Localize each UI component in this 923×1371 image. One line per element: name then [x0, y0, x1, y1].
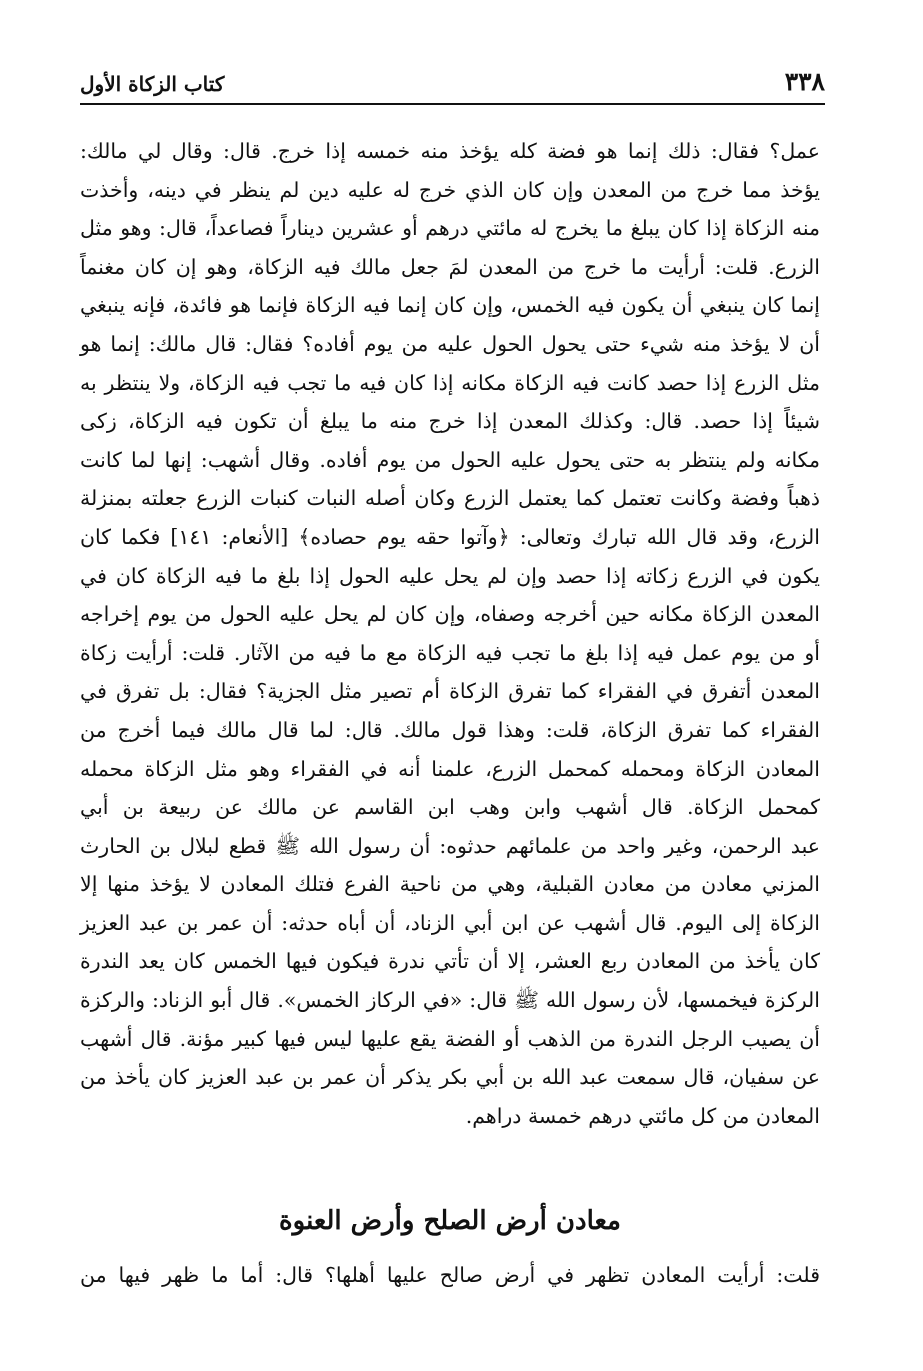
text-line: الزرع، وقد قال الله تبارك وتعالى: ﴿وآتوا حقه يوم حصاده﴾ [الأنعام: ١٤١] فكما كان: [80, 524, 820, 549]
text-line: المعادن الزكاة ومحمله كمحمل الزرع، علمنا أنه في الفقراء وهو مثل الزكاة محمله: [80, 756, 820, 781]
text-line: الركزة فيخمسها، لأن رسول الله ﷺ قال: «في الركاز الخمس». قال أبو الزناد: والركزة: [80, 988, 820, 1013]
page-number: ٣٣٨: [784, 67, 825, 96]
text-line: المزني معادن من معادن القبلية، وهي من ناحية الفرع فتلك المعادن لا يؤخذ منها إلا: [80, 872, 820, 897]
text-line: أو من يوم عمل فيه إذا بلغ ما تجب فيه الزكاة مع ما فيه من الآثار. قلت: أرأيت زكاة: [80, 640, 820, 665]
text-line: الزرع. قلت: أرأيت ما خرج من المعدن لمَ جعل مالك فيه الزكاة، وهو إن كان مغنماً: [80, 254, 820, 279]
running-header: [80, 62, 825, 102]
text-line: كان يأخذ من المعادن ربع العشر، إلا أن تأتي ندرة فيكون فيها الخمس كان يعد الندرة: [80, 949, 820, 974]
text-line: ذهباً وفضة وكانت تعتمل كما يعتمل الزرع وكان أصله النبات كنبات الزرع جعلته بمنزلة: [80, 486, 820, 511]
text-line: المعدن الزكاة مكانه حين أخرجه وصفاه، وإن كان لم يحل عليه الحول من يوم إخراجه: [80, 602, 820, 627]
text-line: منه الزكاة إذا كان يبلغ ما يخرج له مائتي درهم أو عشرين ديناراً فصاعداً، قال: وهو مثل: [80, 216, 820, 241]
text-line: عن سفيان، قال سمعت عبد الله بن أبي بكر يذكر أن عمر بن عبد العزيز كان يأخذ من: [80, 1065, 820, 1090]
text-line-last: المعادن من كل مائتي درهم خمسة دراهم.: [465, 1103, 820, 1128]
text-line: الزكاة إلى اليوم. قال أشهب عن ابن أبي الزناد، أن أباه حدثه: أن عمر بن عبد العزيز: [80, 910, 820, 935]
text-line: إنما كان ينبغي أن يكون فيه الخمس، وإن كان إنما فيه الزكاة فإنما هو فائدة، فإنه ينبغي: [80, 293, 820, 318]
text-line: أن يصيب الرجل الندرة من الذهب أو الفضة يقع عليها ليس فيها كبير مؤنة. قال أشهب: [80, 1026, 820, 1051]
text-line: المعدن أتفرق في الفقراء كما تفرق الزكاة أم تصير مثل الجزية؟ فقال: بل تفرق في: [80, 679, 820, 704]
text-line: عمل؟ فقال: ذلك إنما هو فضة كله يؤخذ منه خمسه إذا خرج. قال: وقال لي مالك:: [80, 139, 820, 163]
text-line: شيئاً إذا حصد. قال: وكذلك المعدن إذا خرج منه ما يبلغ أن تكون فيه الزكاة، زكى: [80, 409, 820, 434]
header-rule: [80, 103, 825, 105]
text-line: مكانه ولم ينتظر به حتى يحول عليه الحول من يوم أفاده. وقال أشهب: إنها لما كانت: [80, 447, 820, 472]
text-line: كمحمل الزكاة. قال أشهب وابن وهب ابن القاسم عن مالك عن ربيعة بن أبي: [80, 795, 820, 820]
text-line: يكون في الزرع زكاته إذا حصد وإن لم يحل عليه الحول إذا بلغ ما فيه الزكاة كان في: [80, 563, 820, 588]
section-text-block: [80, 1256, 820, 1295]
text-line: أن لا يؤخذ منه شيء حتى يحول الحول عليه من يوم أفاده؟ فقال: قال مالك: إنما هو: [80, 331, 820, 356]
section-heading: معادن أرض الصلح وأرض العنوة: [279, 1206, 621, 1236]
text-line: مثل الزرع إذا حصد كانت فيه الزكاة مكانه إذا كان فيه ما تجب فيه الزكاة، ولا ينتظر به: [80, 370, 820, 395]
text-line: قلت: أرأيت المعادن تظهر في أرض صالح عليها أهلها؟ قال: أما ما ظهر فيها من: [80, 1263, 820, 1287]
text-line: الفقراء كما تفرق الزكاة، قلت: وهذا قول مالك. قال: لما قال مالك فيما أخرج من: [80, 717, 820, 742]
book-title: كتاب الزكاة الأول: [80, 72, 225, 96]
text-line: يؤخذ مما خرج من المعدن وإن كان الذي خرج له عليه دين لم ينظر في دينه، وأخذت: [80, 177, 820, 202]
text-line: عبد الرحمن، وغير واحد من علمائهم حدثوه: أن رسول الله ﷺ قطع لبلال بن الحارث: [80, 833, 820, 858]
main-text-block: [80, 132, 820, 1135]
